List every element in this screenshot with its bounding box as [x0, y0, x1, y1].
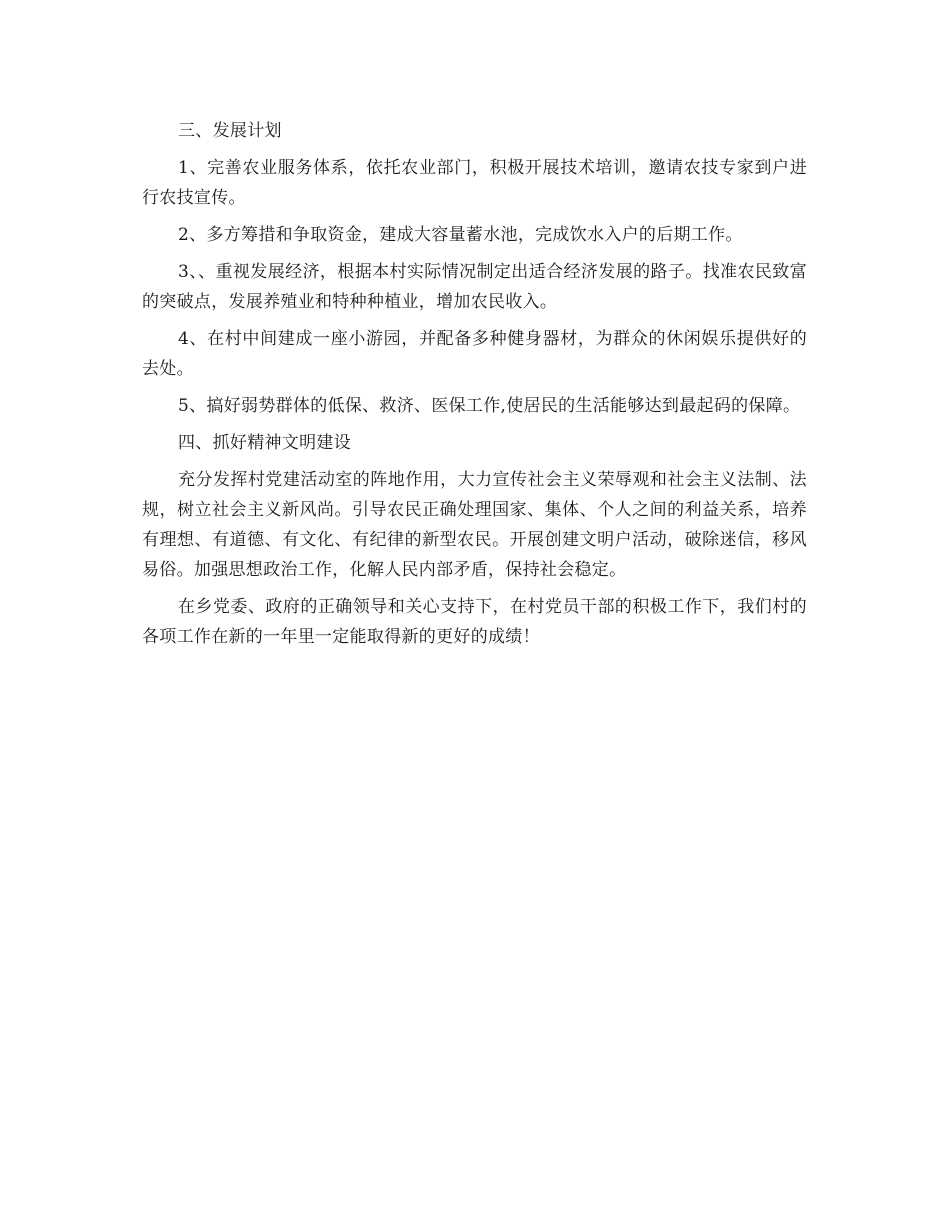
closing-paragraph: 在乡党委、政府的正确领导和关心支持下，在村党员干部的积极工作下，我们村的各项工作在新的一年里一定能取得新的更好的成绩！ — [142, 597, 807, 647]
plan-item-4: 4、在村中间建成一座小游园，并配备多种健身器材，为群众的休闲娱乐提供好的去处。 — [142, 329, 807, 379]
plan-item-2: 2、多方筹措和争取资金，建成大容量蓄水池，完成饮水入户的后期工作。 — [178, 225, 743, 245]
spiritual-civilization-paragraph: 充分发挥村党建活动室的阵地作用，大力宣传社会主义荣辱观和社会主义法制、法规，树立社会主义新风尚。引导农民正确处理国家、集体、个人之间的利益关系，培养有理想、有道德、有文化、有纪律的新型农民。开展创建文明户活动，破除迷信，移风易俗。加强思想政治工作，化解人民内部矛盾，保持社会稳定。 — [142, 470, 807, 580]
section-heading-spiritual-civilization: 四、抓好精神文明建设 — [178, 433, 351, 453]
plan-item-3: 3、、重视发展经济，根据本村实际情况制定出适合经济发展的路子。找准农民致富的突破点，发展养殖业和特种种植业，增加农民收入。 — [142, 262, 807, 312]
document-body — [142, 116, 807, 659]
section-heading-development-plan: 三、发展计划 — [178, 121, 282, 141]
plan-item-1: 1、完善农业服务体系，依托农业部门，积极开展技术培训，邀请农技专家到户进行农技宣传。 — [142, 158, 807, 208]
plan-item-5: 5、搞好弱势群体的低保、救济、医保工作,使居民的生活能够达到最起码的保障。 — [178, 396, 801, 416]
